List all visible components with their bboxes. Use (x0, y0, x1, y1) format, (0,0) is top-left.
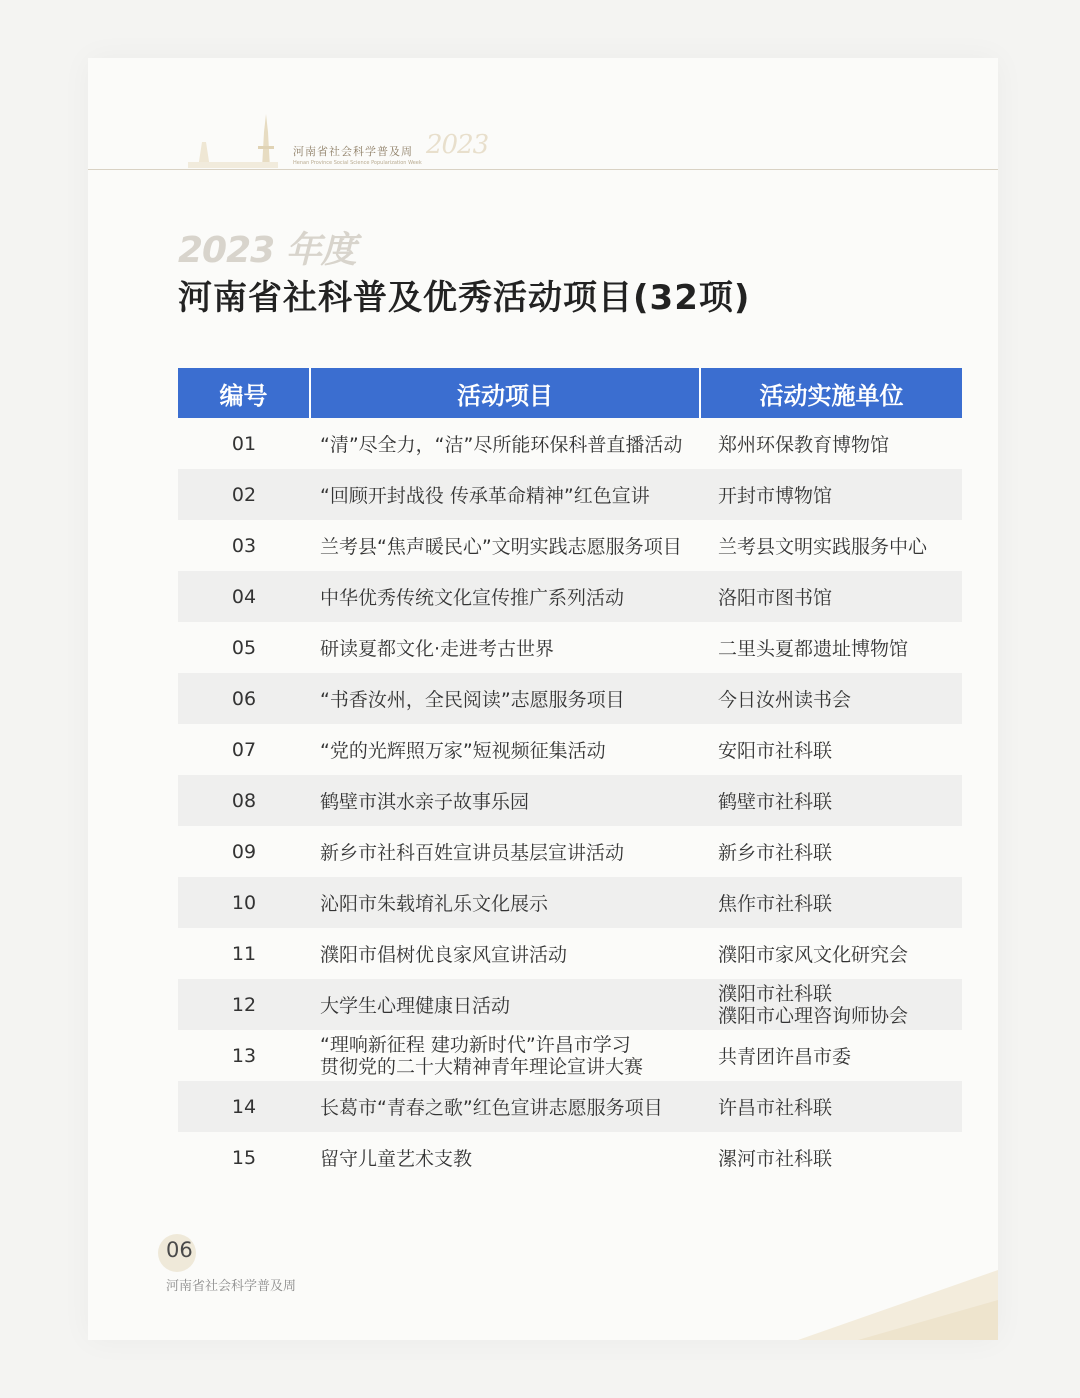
row-unit: 共青团许昌市委 (718, 1046, 852, 1068)
row-number: 08 (178, 775, 310, 826)
row-unit: 许昌市社科联 (700, 1081, 962, 1132)
row-number: 10 (178, 877, 310, 928)
page-number: 06 (166, 1238, 193, 1262)
row-unit (700, 979, 962, 1030)
row-activity-line: “理响新征程 建功新时代”许昌市学习 (320, 1033, 631, 1056)
header-year: 2023 (426, 130, 489, 160)
table-row (178, 571, 962, 622)
row-number: 06 (178, 673, 310, 724)
header-number: 编号 (178, 368, 310, 418)
table-header-row (178, 368, 962, 418)
row-activity: 鹤壁市淇水亲子故事乐园 (310, 775, 700, 826)
header-activity: 活动项目 (310, 368, 700, 418)
row-unit: 兰考县文明实践服务中心 (718, 536, 928, 558)
row-activity: 大学生心理健康日活动 (310, 979, 700, 1030)
row-unit-line: 濮阳市社科联 (718, 982, 833, 1005)
row-unit: 今日汝州读书会 (700, 673, 962, 724)
row-activity-line: 贯彻党的二十大精神青年理论宣讲大赛 (320, 1055, 644, 1078)
table-row (178, 928, 962, 979)
row-activity: 兰考县“焦声暖民心”文明实践志愿服务项目 (320, 536, 682, 558)
row-number: 04 (178, 571, 310, 622)
row-unit-line: 濮阳市心理咨询师协会 (718, 1004, 909, 1027)
table-row (178, 775, 962, 826)
row-activity: “党的光辉照万家”短视频征集活动 (320, 740, 606, 762)
row-activity: “清”尽全力，“洁”尽所能环保科普直播活动 (320, 434, 683, 456)
row-activity: 沁阳市朱载堉礼乐文化展示 (310, 877, 700, 928)
table-row (178, 673, 962, 724)
header-divider (88, 169, 998, 170)
table-row (178, 1081, 962, 1132)
title-year: 2023 年度 (178, 230, 356, 271)
row-unit: 新乡市社科联 (718, 842, 833, 864)
row-unit: 开封市博物馆 (700, 469, 962, 520)
footer-text: 河南省社会科学普及周 (166, 1279, 297, 1294)
table-row (178, 622, 962, 673)
row-number: 05 (231, 636, 257, 659)
header-title: 河南省社会科学普及周 (293, 145, 413, 158)
table-row (178, 724, 962, 775)
row-unit: 二里头夏都遗址博物馆 (718, 638, 909, 660)
table-row (178, 979, 962, 1030)
row-number: 12 (178, 979, 310, 1030)
row-unit: 洛阳市图书馆 (700, 571, 962, 622)
row-number: 13 (231, 1044, 257, 1067)
table-row (178, 826, 962, 877)
row-number: 03 (231, 534, 257, 557)
row-unit: 安阳市社科联 (718, 740, 833, 762)
row-unit: 焦作市社科联 (700, 877, 962, 928)
row-unit: 漯河市社科联 (718, 1148, 833, 1170)
corner-decoration-icon (798, 1260, 998, 1340)
page-header (88, 100, 998, 170)
row-number: 07 (231, 738, 257, 761)
page-title: 河南省社科普及优秀活动项目(32项) (178, 278, 751, 318)
row-activity: “书香汝州，全民阅读”志愿服务项目 (310, 673, 700, 724)
row-number: 09 (231, 840, 257, 863)
row-activity (310, 1030, 700, 1081)
row-activity: 新乡市社科百姓宣讲员基层宣讲活动 (320, 842, 625, 864)
table-row (178, 877, 962, 928)
row-activity: 濮阳市倡树优良家风宣讲活动 (320, 944, 568, 966)
row-activity: 研读夏都文化·走进考古世界 (320, 638, 555, 660)
table-row (178, 1030, 962, 1081)
table-row (178, 520, 962, 571)
row-unit: 郑州环保教育博物馆 (718, 434, 890, 456)
table-row (178, 469, 962, 520)
table-row (178, 418, 962, 469)
row-activity: 留守儿童艺术支教 (320, 1148, 473, 1170)
row-number: 01 (231, 432, 257, 455)
row-activity: 中华优秀传统文化宣传推广系列活动 (310, 571, 700, 622)
row-number: 11 (231, 942, 257, 965)
row-activity: “回顾开封战役 传承革命精神”红色宣讲 (310, 469, 700, 520)
row-unit: 鹤壁市社科联 (700, 775, 962, 826)
row-activity: 长葛市“青春之歌”红色宣讲志愿服务项目 (310, 1081, 700, 1132)
tower-logo-icon (188, 112, 278, 168)
row-unit: 濮阳市家风文化研究会 (718, 944, 909, 966)
row-number: 02 (178, 469, 310, 520)
table-row (178, 1132, 962, 1183)
projects-table (178, 368, 962, 1183)
header-subtitle: Henan Province Social Science Popularization Week (293, 160, 422, 166)
row-number: 15 (231, 1146, 257, 1169)
header-unit: 活动实施单位 (700, 368, 962, 418)
row-number: 14 (178, 1081, 310, 1132)
